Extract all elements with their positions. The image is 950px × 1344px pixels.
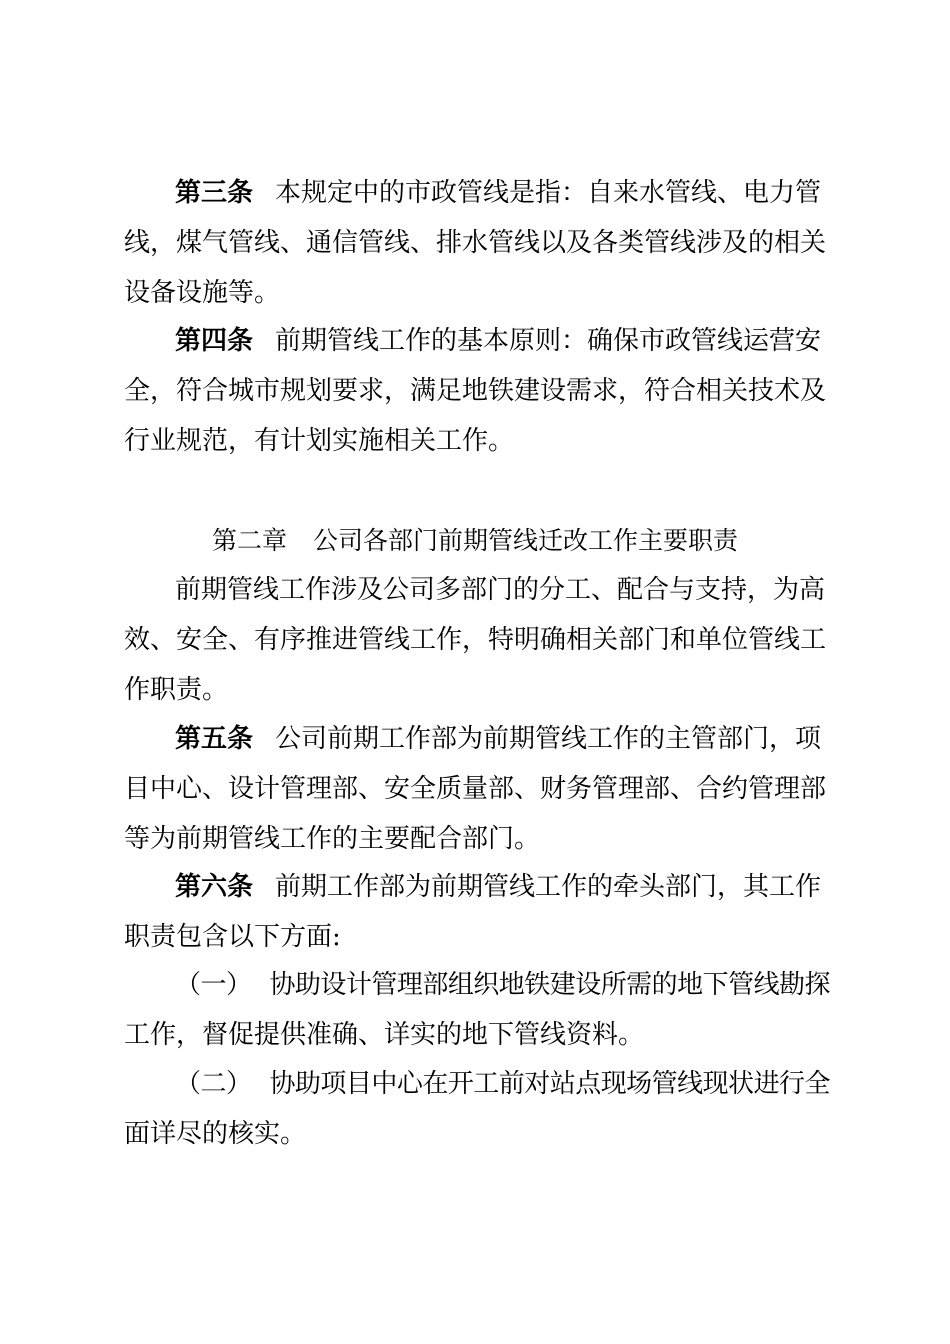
item2-line2: 面详尽的核实。 <box>124 1119 307 1149</box>
item1-line1 <box>175 970 830 1000</box>
article3-label: 第三条 <box>175 178 254 208</box>
article3-line2: 线，煤气管线、通信管线、排水管线以及各类管线涉及的相关 <box>124 228 827 258</box>
chapter-number: 第二章 <box>211 526 287 555</box>
item2-text1: 协助项目中心在开工前对站点现场管线现状进行全 <box>269 1069 831 1099</box>
article3-line1 <box>175 178 821 208</box>
chapter-heading: 公司各部门前期管线迁改工作主要职责 <box>313 526 739 555</box>
article4-text1: 前期管线工作的基本原则：确保市政管线运营安 <box>275 326 822 356</box>
article6-label: 第六条 <box>175 872 254 902</box>
article4-line1 <box>175 326 821 356</box>
item1-label: （一） <box>175 970 252 1000</box>
article6-line2: 职责包含以下方面: <box>124 922 341 952</box>
item1-line2: 工作，督促提供准确、详实的地下管线资料。 <box>124 1020 645 1050</box>
intro-line1: 前期管线工作涉及公司多部门的分工、配合与支持，为高 <box>175 575 826 605</box>
article4-line2: 全，符合城市规划要求，满足地铁建设需求，符合相关技术及 <box>124 376 827 406</box>
article5-label: 第五条 <box>175 724 254 754</box>
chapter-title <box>0 526 950 556</box>
article5-line3: 等为前期管线工作的主要配合部门。 <box>124 824 541 854</box>
item1-text1: 协助设计管理部组织地铁建设所需的地下管线勘探 <box>269 970 831 1000</box>
intro-line3: 作职责。 <box>124 675 229 705</box>
article5-line2: 目中心、设计管理部、安全质量部、财务管理部、合约管理部 <box>124 774 827 804</box>
article6-line1 <box>175 872 821 902</box>
intro-line2: 效、安全、有序推进管线工作，特明确相关部门和单位管线工 <box>124 625 827 655</box>
article3-line3: 设备设施等。 <box>124 278 281 308</box>
item2-label: （二） <box>175 1069 252 1099</box>
article5-text1: 公司前期工作部为前期管线工作的主管部门，项 <box>275 724 822 754</box>
article4-line3: 行业规范，有计划实施相关工作。 <box>124 426 515 456</box>
article5-line1 <box>175 724 821 754</box>
article3-text1: 本规定中的市政管线是指：自来水管线、电力管 <box>275 178 822 208</box>
item2-line1 <box>175 1069 830 1099</box>
article4-label: 第四条 <box>175 326 254 356</box>
article6-text1: 前期工作部为前期管线工作的牵头部门，其工作 <box>275 872 822 902</box>
